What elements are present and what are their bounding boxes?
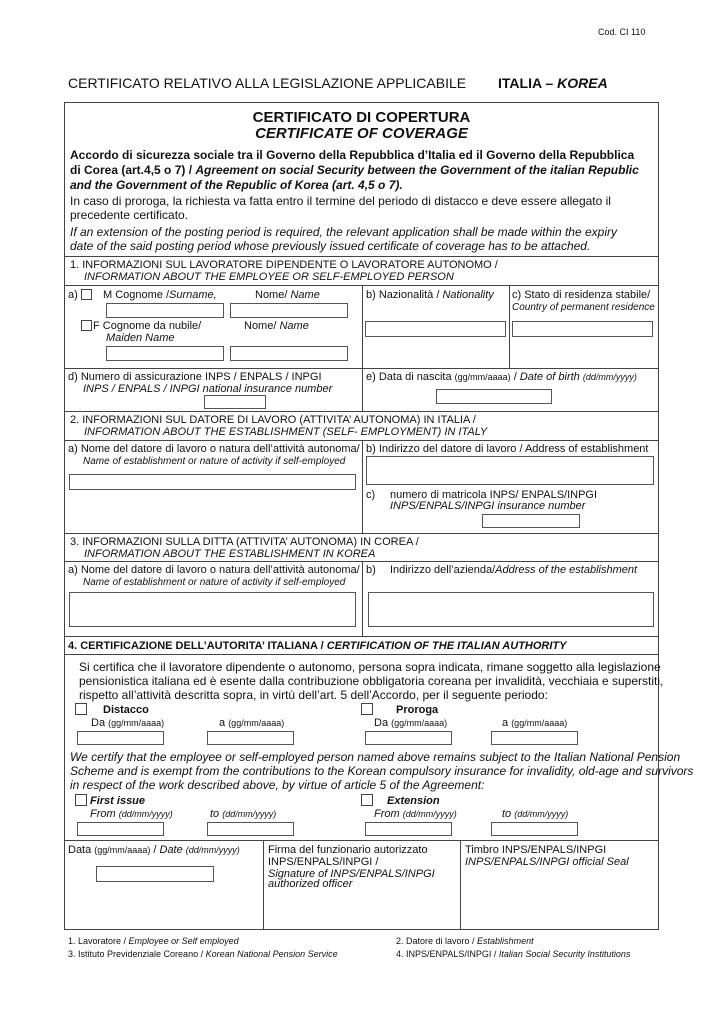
italy-employer-c-prefix: c) — [366, 489, 376, 501]
surname-label: M Cognome /Surname, — [103, 289, 217, 301]
section-3-heading: 3. INFORMAZIONI SULLA DITTA (ATTIVITA’ AUTONOMA) IN COREA / — [70, 536, 419, 548]
signature-label-en-1: Signature of INPS/ENPALS/INPGI — [268, 868, 435, 880]
certificate-title-en: CERTIFICATE OF COVERAGE — [255, 125, 468, 142]
distacco-to-label: a (gg/mm/aaaa) — [219, 717, 285, 729]
signature-label-1: Firma del funzionario autorizzato — [268, 844, 428, 856]
residence-field[interactable] — [512, 321, 653, 337]
divider — [263, 840, 264, 930]
footnote-1: 1. Lavoratore / Employee or Self employed — [68, 936, 239, 946]
residence-label-en: Country of permanent residence — [512, 302, 655, 313]
extension-note-1: If an extension of the posting period is required, the relevant application shall be made within the expiry — [70, 225, 617, 239]
signature-date-label: Data (gg/mm/aaaa) / Date (dd/mm/yyyy) — [68, 844, 240, 856]
signature-label-en-2: authorized officer — [268, 878, 353, 890]
certification-text-it-1: Si certifica che il lavoratore dipendente o autonomo, persona sopra indicata, rimane soggetto alla legislazione — [79, 660, 661, 674]
korea-employer-name-label-en: Name of establishment or nature of activity if self-employed — [83, 577, 346, 588]
section-3-heading-en: INFORMATION ABOUT THE ESTABLISHMENT IN KOREA — [84, 548, 376, 560]
country-pair: ITALIA – KOREA — [498, 75, 608, 91]
section-1-heading-en: INFORMATION ABOUT THE EMPLOYEE OR SELF-EMPLOYED PERSON — [84, 271, 454, 283]
distacco-checkbox[interactable] — [75, 703, 87, 715]
signature-label-2: INPS/ENPALS/INPGI / — [268, 856, 379, 868]
insurance-number-label-en: INPS / ENPALS / INPGI national insurance number — [83, 383, 333, 395]
male-checkbox[interactable] — [81, 289, 92, 300]
agreement-line-1: Accordo di sicurezza sociale tra il Governo della Repubblica d’Italia ed il Governo della Repubblica — [70, 148, 635, 162]
nationality-label: b) Nazionalità / Nationality — [366, 289, 494, 301]
extension-to-field[interactable] — [491, 822, 578, 836]
first-issue-from-field[interactable] — [77, 822, 164, 836]
distacco-from-field[interactable] — [77, 731, 164, 745]
italy-employer-name-field[interactable] — [69, 474, 356, 490]
nationality-field[interactable] — [365, 321, 506, 337]
surname-field[interactable] — [106, 303, 224, 318]
footnote-3: 3. Istituto Previdenziale Coreano / Korean National Pension Service — [68, 949, 338, 959]
section-2-heading-en: INFORMATION ABOUT THE ESTABLISHMENT (SELF- EMPLOYMENT) IN ITALY — [84, 426, 488, 438]
extension-from-field[interactable] — [365, 822, 452, 836]
footnote-2: 2. Datore di lavoro / Establishment — [396, 936, 534, 946]
italy-employer-name-label: a) Nome del datore di lavoro o natura dell’attività autonoma/ — [68, 443, 360, 455]
certification-text-it-2: pensionistica italiana ed è esente dalla contribuzione obbligatoria coreana per invalidità, vecchiaia e superstiti, — [79, 674, 664, 688]
first-issue-to-field[interactable] — [207, 822, 294, 836]
divider — [64, 840, 659, 841]
distacco-from-label: Da (gg/mm/aaaa) — [91, 717, 165, 729]
birth-date-label: e) Data di nascita (gg/mm/aaaa) / Date of birth (dd/mm/yyyy) — [366, 371, 637, 383]
extension-label: Extension — [387, 795, 440, 807]
signature-date-field[interactable] — [96, 866, 214, 882]
document-title: CERTIFICATO RELATIVO ALLA LEGISLAZIONE APPLICABILE — [68, 75, 467, 91]
korea-employer-b-prefix: b) — [366, 564, 376, 576]
name-label-2: Nome/ Name — [244, 320, 309, 332]
extension-checkbox[interactable] — [361, 794, 373, 806]
korea-employer-name-field[interactable] — [69, 592, 356, 627]
distacco-label: Distacco — [103, 704, 149, 716]
divider — [64, 636, 659, 637]
divider — [362, 285, 363, 368]
name-field[interactable] — [230, 303, 348, 318]
birth-date-field[interactable] — [436, 389, 552, 404]
footnote-4: 4. INPS/ENPALS/INPGI / Italian Social Security Institutions — [396, 949, 631, 959]
maiden-surname-label: F Cognome da nubile/ — [93, 320, 202, 332]
divider — [362, 561, 363, 636]
proroga-checkbox[interactable] — [361, 703, 373, 715]
seal-label-en: INPS/ENPALS/INPGI official Seal — [465, 856, 629, 868]
maiden-name-label-en: Maiden Name — [106, 332, 175, 344]
form-code: Cod. CI 110 — [598, 27, 646, 37]
certificate-title-it: CERTIFICATO DI COPERTURA — [252, 109, 471, 126]
italy-employer-address-field[interactable] — [366, 456, 654, 485]
divider — [362, 368, 363, 411]
section-1-heading: 1. INFORMAZIONI SUL LAVORATORE DIPENDENTE O LAVORATORE AUTONOMO / — [70, 259, 498, 271]
proroga-from-label: Da (gg/mm/aaaa) — [374, 717, 448, 729]
divider — [460, 840, 461, 930]
first-issue-checkbox[interactable] — [75, 794, 87, 806]
italy-employer-number-label-en: INPS/ENPALS/INPGI insurance number — [390, 500, 586, 512]
divider — [64, 533, 659, 534]
insurance-number-label: d) Numero di assicurazione INPS / ENPALS / INPGI — [68, 371, 322, 383]
proroga-note-2: precedente certificato. — [70, 208, 189, 222]
maiden-name-field[interactable] — [230, 346, 348, 361]
name-label: Nome/ Name — [255, 289, 320, 301]
first-issue-to-label: to (dd/mm/yyyy) — [210, 808, 277, 820]
certification-text-en-1: We certify that the employee or self-employed person named above remains subject to the Italian National Pension — [70, 750, 681, 764]
extension-note-2: date of the said posting period whose previously issued certificate of coverage has to be attached. — [70, 239, 591, 253]
extension-to-label: to (dd/mm/yyyy) — [502, 808, 569, 820]
korea-employer-address-label: Indirizzo dell’azienda/Address of the establishment — [390, 564, 638, 576]
certification-text-it-3: rispetto all’attività descritta sopra, in virtù dell’art. 5 dell’Accordo, per il seguente periodo: — [79, 688, 548, 702]
insurance-number-field[interactable] — [204, 395, 266, 409]
proroga-to-field[interactable] — [491, 731, 578, 745]
maiden-surname-field[interactable] — [106, 346, 224, 361]
distacco-to-field[interactable] — [207, 731, 294, 745]
seal-label: Timbro INPS/ENPALS/INPGI — [465, 844, 607, 856]
divider — [64, 411, 659, 412]
proroga-to-label: a (gg/mm/aaaa) — [502, 717, 568, 729]
italy-employer-number-label: numero di matricola INPS/ ENPALS/INPGI — [390, 489, 598, 501]
divider — [64, 654, 659, 655]
residence-label: c) Stato di residenza stabile/ — [512, 289, 651, 301]
divider — [509, 285, 510, 368]
proroga-note-1: In caso di proroga, la richiesta va fatta entro il termine del periodo di distacco e deve essere allegato il — [70, 194, 611, 208]
female-checkbox[interactable] — [81, 320, 92, 331]
italy-employer-name-label-en: Name of establishment or nature of activity if self-employed — [83, 456, 346, 467]
divider — [64, 256, 659, 257]
sex-surname-label: a) — [68, 289, 78, 301]
extension-from-label: From (dd/mm/yyyy) — [374, 808, 457, 820]
proroga-from-field[interactable] — [365, 731, 452, 745]
agreement-line-3: and the Government of the Republic of Korea (art. 4,5 o 7). — [70, 178, 403, 192]
certification-text-en-3: in respect of the work described above, by virtue of article 5 of the Agreement: — [70, 778, 485, 792]
agreement-line-2: di Corea (art.4,5 o 7) / Agreement on social Security between the Government of the italian Republic — [70, 163, 639, 177]
section-4-heading: 4. CERTIFICAZIONE DELL’AUTORITA’ ITALIANA / CERTIFICATION OF THE ITALIAN AUTHORITY — [68, 640, 567, 652]
certification-text-en-2: Scheme and is exempt from the contributions to the Korean compulsory insurance for invalidity, old-age and survivors — [70, 764, 694, 778]
section-2-heading: 2. INFORMAZIONI SUL DATORE DI LAVORO (ATTIVITA’ AUTONOMA) IN ITALIA / — [70, 414, 476, 426]
first-issue-from-label: From (dd/mm/yyyy) — [90, 808, 173, 820]
italy-employer-number-field[interactable] — [482, 514, 580, 528]
korea-employer-name-label: a) Nome del datore di lavoro o natura dell’attività autonoma/ — [68, 564, 360, 576]
korea-employer-address-field[interactable] — [368, 592, 654, 627]
first-issue-label: First issue — [90, 795, 146, 807]
italy-employer-address-label: b) Indirizzo del datore di lavoro / Address of establishment — [366, 443, 649, 455]
divider — [362, 440, 363, 533]
proroga-label: Proroga — [396, 704, 439, 716]
